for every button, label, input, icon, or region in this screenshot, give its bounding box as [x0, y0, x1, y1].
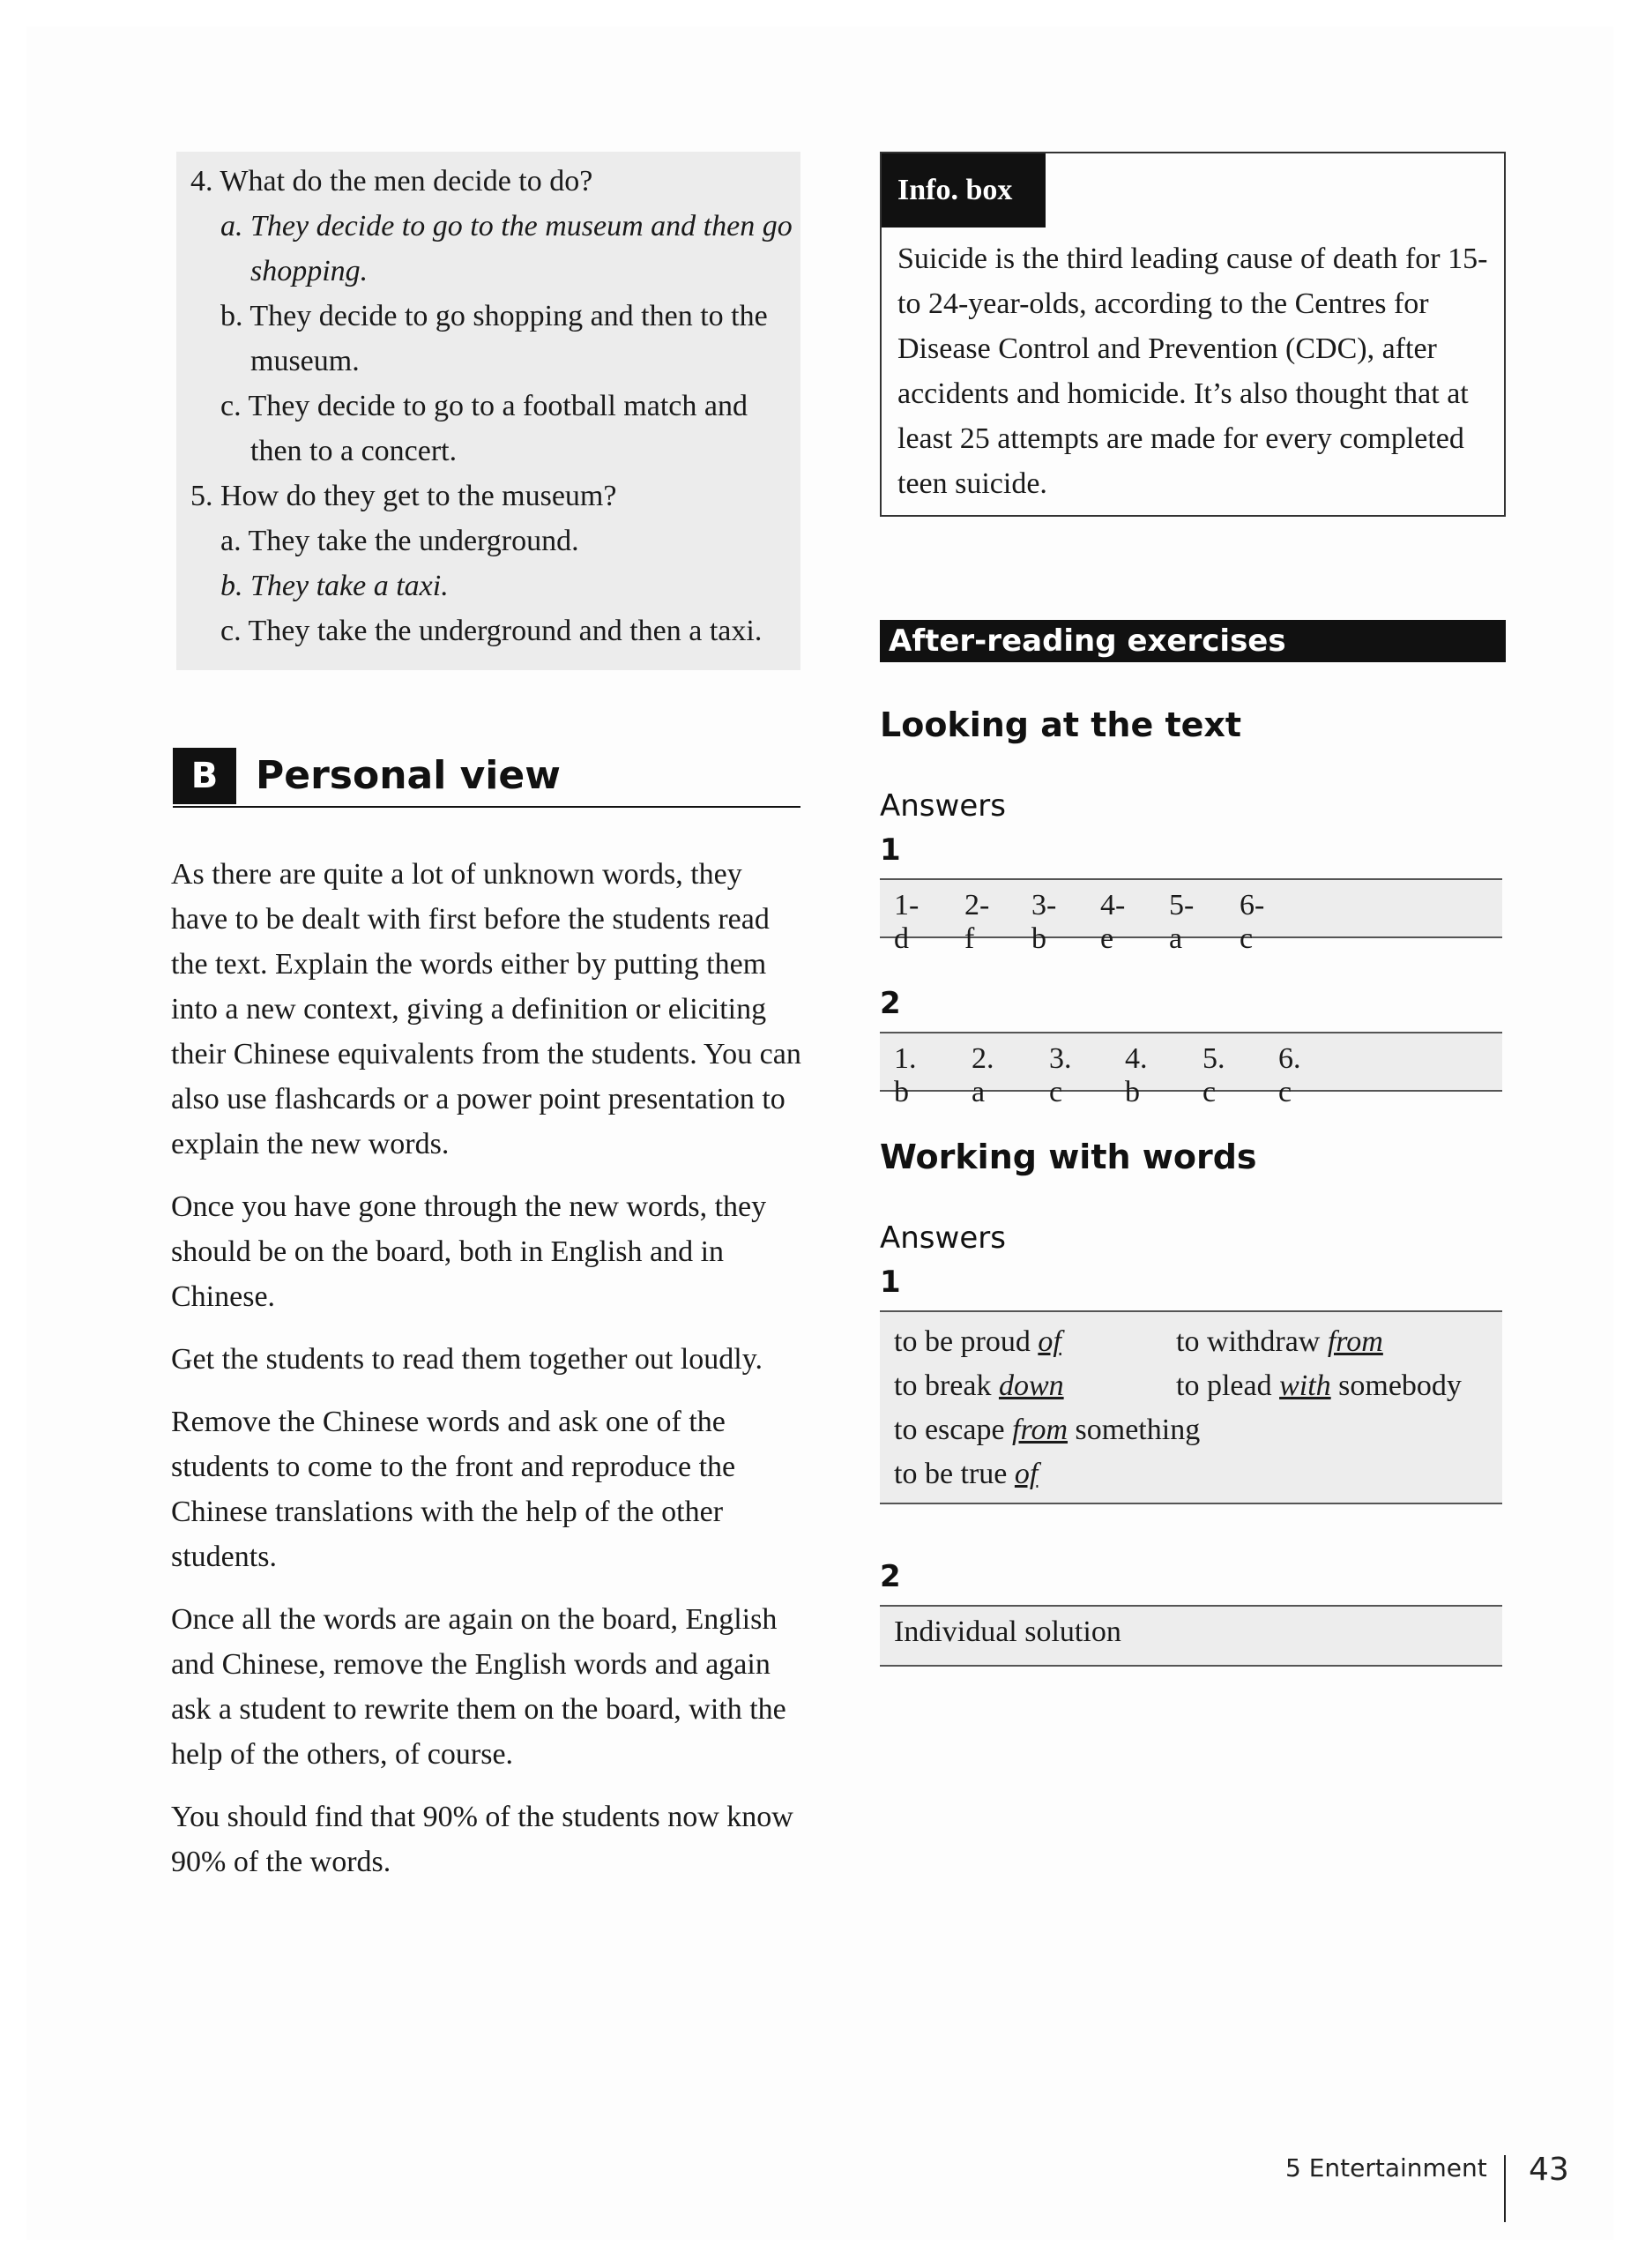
q4-option-c: c. They decide to go to a football match and then to a concert. [220, 390, 748, 467]
looking-answers-label: Answers [880, 788, 1006, 824]
phrase: to be proud of [894, 1325, 1061, 1358]
answer-item: 5. c [1202, 1042, 1225, 1108]
working-heading: Working with words [880, 1138, 1257, 1176]
footer-divider [1504, 2155, 1506, 2222]
paragraph: Get the students to read them together out loudly. [171, 1343, 763, 1376]
answer-item: 2. a [972, 1042, 994, 1108]
looking-ex1-answers [880, 878, 1502, 955]
working-ex2-answers [880, 1605, 1502, 1667]
section-badge: B [173, 748, 236, 804]
info-box-text: Suicide is the third leading cause of death for 15- to 24-year-olds, according to the Centres for Disease Control and Prevention (CDC), after accidents and homicide. It’s also thought that at least 25 attempts are made for every completed teen suicide. [897, 242, 1488, 500]
looking-ex2-number: 2 [880, 986, 901, 1021]
q5-option-c: c. They take the underground and then a taxi. [220, 615, 763, 647]
working-answers-label: Answers [880, 1220, 1006, 1256]
q4-option-a: a. They decide to go to the museum and then go shopping. [220, 210, 793, 287]
phrase: to break down [894, 1369, 1064, 1402]
phrase: to plead with somebody [1176, 1369, 1462, 1402]
after-reading-bar: After-reading exercises [880, 620, 1506, 662]
question-5: 5. How do they get to the museum? [190, 480, 617, 512]
paragraph: You should find that 90% of the students now know 90% of the words. [171, 1801, 793, 1878]
answer-item: 3. c [1049, 1042, 1072, 1108]
chapter-label: 5 Entertainment [1285, 2153, 1487, 2182]
looking-heading: Looking at the text [880, 705, 1242, 744]
paragraph: Remove the Chinese words and ask one of the students to come to the front and reproduce the Chinese translations with the help of the other students. [171, 1406, 736, 1573]
answer-item: 4. b [1125, 1042, 1148, 1108]
working-ex1-number: 1 [880, 1265, 901, 1300]
question-4: 4. What do the men decide to do? [190, 165, 593, 198]
answer-item: 2-f [964, 889, 990, 955]
answer-item: 1-d [894, 889, 920, 955]
q5-option-b: b. They take a taxi. [220, 570, 449, 602]
section-b-header [173, 748, 800, 808]
phrase: to withdraw from [1176, 1325, 1383, 1358]
answer-item: 5-a [1169, 889, 1195, 955]
answer-item: 1. b [894, 1042, 917, 1108]
answer-item: 4-e [1100, 889, 1126, 955]
working-ex1-answers [880, 1310, 1502, 1504]
answer-item: 3-b [1031, 889, 1057, 955]
quiz-box [176, 152, 800, 670]
info-box-tag: Info. box [882, 153, 1046, 228]
paragraph: Once all the words are again on the board, English and Chinese, remove the English words and again ask a student to rewrite them on the board, with the help of the others, of course. [171, 1603, 786, 1771]
section-title: Personal view [256, 753, 561, 798]
info-box [880, 152, 1506, 517]
phrase: to escape from something [894, 1414, 1201, 1446]
answer-item: Individual solution [894, 1615, 1121, 1648]
phrase: to be true of [894, 1458, 1039, 1490]
page-number: 43 [1529, 2152, 1569, 2188]
working-ex2-number: 2 [880, 1559, 901, 1594]
paragraph: Once you have gone through the new words, they should be on the board, both in English and in Chinese. [171, 1190, 767, 1313]
looking-ex1-number: 1 [880, 832, 901, 868]
paragraph: As there are quite a lot of unknown words, they have to be dealt with first before the students read the text. Explain the words either by putting them into a new context, giving a definition or eliciting their Chinese equivalents from the students. You can also use flashcards or a power point presentation to explain the new words. [171, 858, 801, 1160]
looking-ex2-answers [880, 1032, 1502, 1108]
answer-item: 6. c [1278, 1042, 1301, 1108]
q5-option-a: a. They take the underground. [220, 525, 579, 557]
answer-item: 6-c [1240, 889, 1265, 955]
section-b-body [171, 852, 806, 1902]
q4-option-b: b. They decide to go shopping and then to the museum. [220, 300, 768, 377]
